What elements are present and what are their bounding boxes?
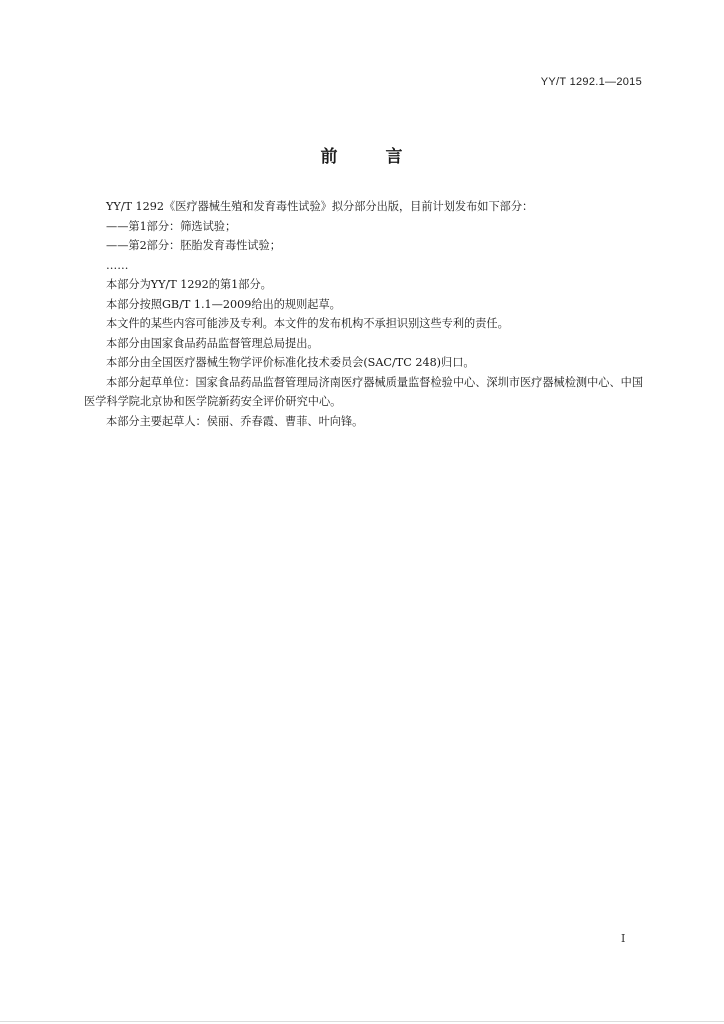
list-item-part-1: ——第1部分：筛选试验； — [106, 219, 237, 233]
patent-notice: 本文件的某些内容可能涉及专利。本文件的发布机构不承担识别这些专利的责任。 — [106, 317, 509, 330]
document-body — [84, 197, 644, 431]
committee-statement: 本部分由全国医疗器械生物学评价标准化技术委员会(SAC/TC 248)归口。 — [106, 356, 475, 369]
part-statement: 本部分为YY/T 1292的第1部分。 — [106, 278, 272, 291]
drafting-rules: 本部分按照GB/T 1.1—2009给出的规则起草。 — [106, 297, 341, 311]
list-ellipsis: …… — [106, 258, 129, 272]
list-item-part-2: ——第2部分：胚胎发育毒性试验； — [106, 239, 281, 252]
drafting-units: 本部分起草单位：国家食品药品监督管理局济南医疗器械质量监督检验中心、深圳市医疗器械检测中心、中国医学科学院北京协和医学院新药安全评价研究中心。 — [84, 375, 644, 408]
standard-number: YY/T 1292.1—2015 — [540, 76, 642, 88]
drafters: 本部分主要起草人：侯丽、乔春霞、曹菲、叶向锋。 — [106, 414, 364, 428]
bottom-divider — [0, 1021, 724, 1022]
intro-paragraph: YY/T 1292《医疗器械生殖和发育毒性试验》拟分部分出版，目前计划发布如下部分： — [106, 200, 534, 213]
proposer-statement: 本部分由国家食品药品监督管理总局提出。 — [106, 336, 319, 350]
page-title: 前 言 — [320, 147, 404, 167]
page-number: I — [621, 932, 626, 945]
